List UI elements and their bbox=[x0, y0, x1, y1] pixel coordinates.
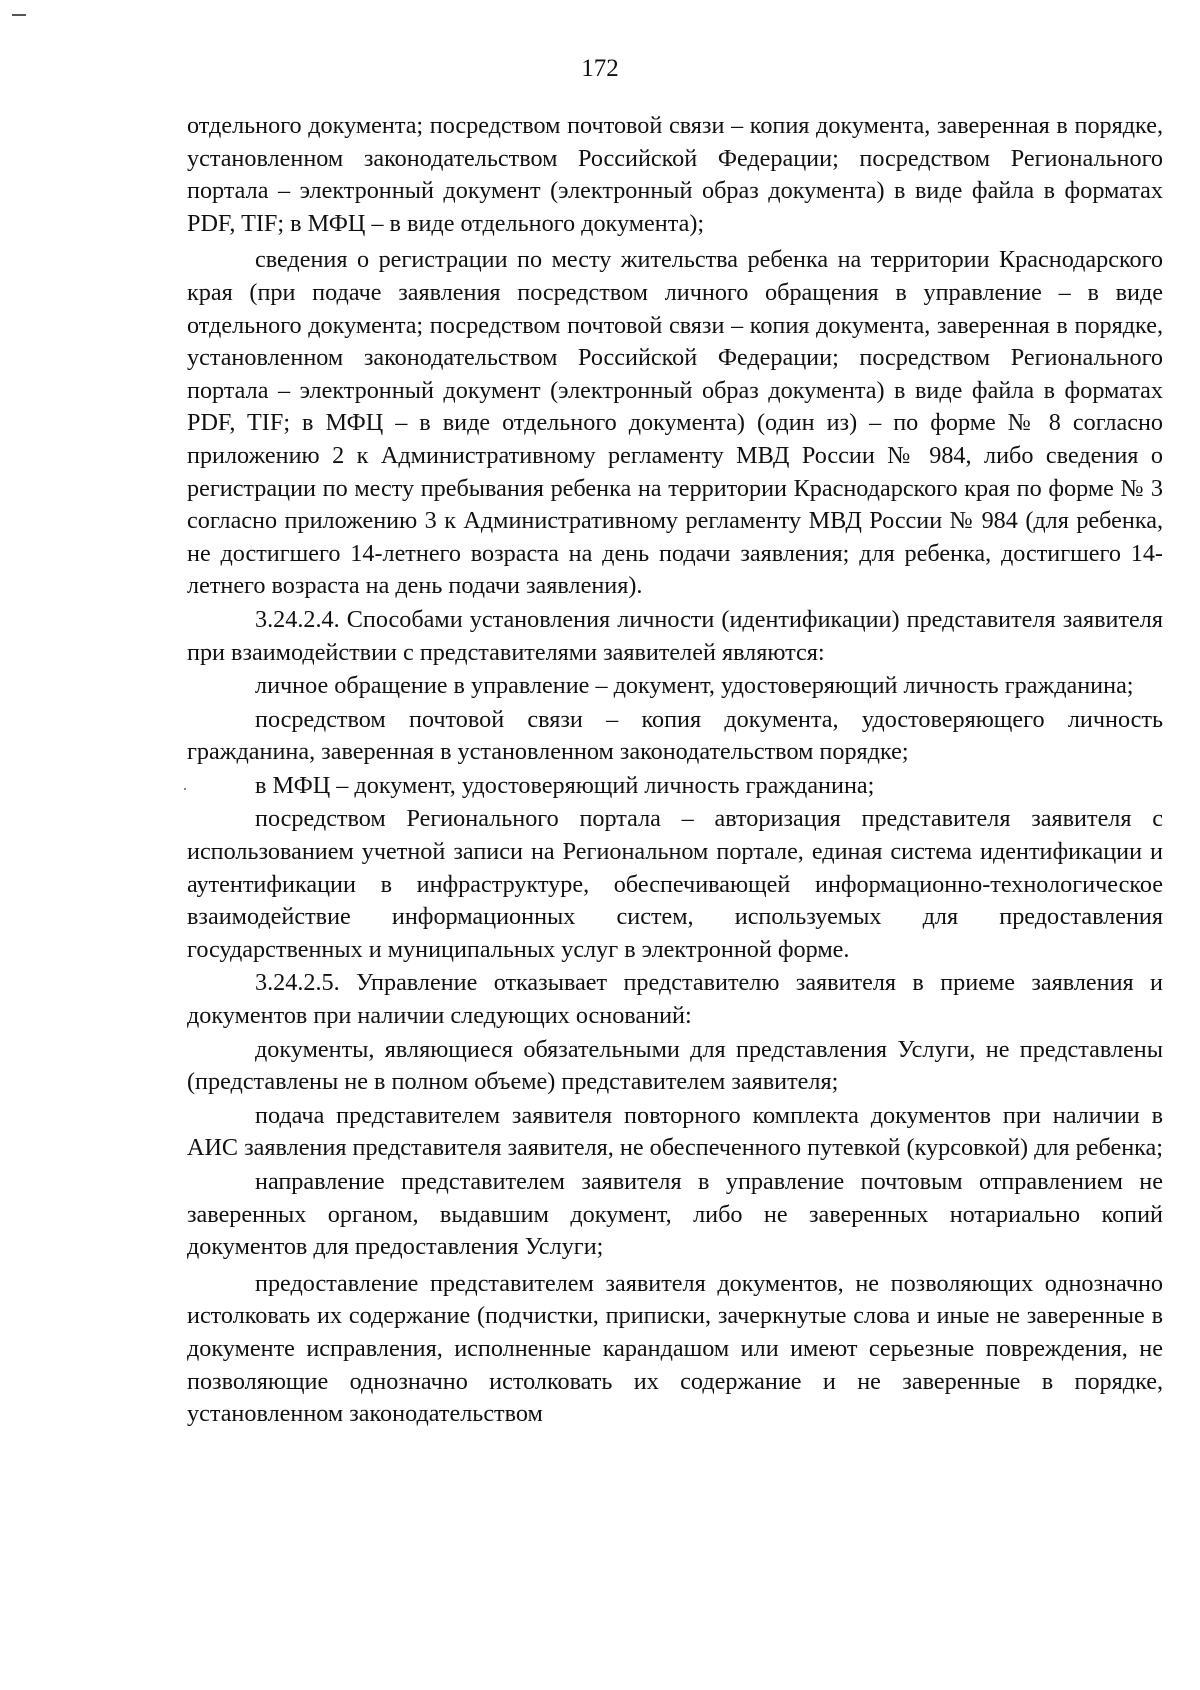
paragraph-uncertified-copies: направление представителем заявителя в управление почтовым отправлением не заверенных органом, выдавшим документ, либо не заверенных нотариально копий документов для предоставления Услуги; bbox=[187, 1168, 1163, 1261]
paragraph-postal: посредством почтовой связи – копия документа, удостоверяющего личность гражданина, заверенная в установленном законодательством порядке; bbox=[187, 705, 1163, 766]
paragraph-continuation: отдельного документа; посредством почтовой связи – копия документа, заверенная в порядке, установленном законодательством Российской Федерации; посредством Регионального портала – электронный документ (электронный образ документа) в виде файла в форматах PDF, TIF; в МФЦ – в виде отдельного документа); bbox=[187, 112, 1163, 237]
page-number: 172 bbox=[581, 55, 619, 82]
paragraph-regional-portal: посредством Регионального портала – авторизация представителя заявителя с использованием учетной записи на Региональном портале, единая система идентификации и аутентификации в инфраструктуре, обеспечивающей информационно-технологическое взаимодействие информационных систем, используемых для предоставления государственных и муниципальных услуг в электронной форме. bbox=[187, 805, 1163, 963]
paragraph-missing-documents: документы, являющиеся обязательными для представления Услуги, не представлены (представлены не в полном объеме) представителем заявителя; bbox=[187, 1035, 1163, 1096]
paragraph-registration-info: сведения о регистрации по месту жительства ребенка на территории Краснодарского края (при подаче заявления посредством личного обращения в управление – в виде отдельного документа; посредством почтовой связи – копия документа, заверенная в порядке, установленном законодательством Российской Федерации; посредством Регионального портала – электронный документ (электронный образ документа) в виде файла в форматах PDF, TIF; в МФЦ – в виде отдельного документа) (один из) – по форме № 8 согласно приложению 2 к Административному регламенту МВД России № 984, либо сведения о регистрации по месту пребывания ребенка на территории Краснодарского края по форме № 3 согласно приложению 3 к Административному регламенту МВД России № 984 (для ребенка, не достигшего 14-летнего возраста на день подачи заявления; для ребенка, достигшего 14-летнего возраста на день подачи заявления). bbox=[187, 246, 1163, 600]
paragraph-ambiguous-documents: предоставление представителем заявителя документов, не позволяющих однозначно истолковать их содержание (подчистки, приписки, зачеркнутые слова и иные не заверенные в документе исправления, исполненные карандашом или имеют серьезные повреждения, не позволяющие однозначно истолковать их содержание и не заверенные в порядке, установленном законодательством bbox=[187, 1269, 1163, 1428]
paragraph-repeat-submission: подача представителем заявителя повторного комплекта документов при наличии в АИС заявления представителя заявителя, не обеспеченного путевкой (курсовкой) для ребенка; bbox=[187, 1101, 1164, 1162]
paragraph-mfc: в МФЦ – документ, удостоверяющий личность гражданина; bbox=[255, 771, 875, 799]
paragraph-personal-visit: личное обращение в управление – документ, удостоверяющий личность гражданина; bbox=[255, 672, 1134, 700]
scan-artifact bbox=[12, 14, 26, 16]
scan-artifact bbox=[184, 788, 186, 790]
paragraph-section-3-24-2-4: 3.24.2.4. Способами установления личности (идентификации) представителя заявителя при взаимодействии с представителями заявителей являются: bbox=[187, 605, 1163, 666]
paragraph-section-3-24-2-5: 3.24.2.5. Управление отказывает представителю заявителя в приеме заявления и документов при наличии следующих оснований: bbox=[187, 969, 1163, 1030]
document-body bbox=[187, 110, 1163, 1432]
